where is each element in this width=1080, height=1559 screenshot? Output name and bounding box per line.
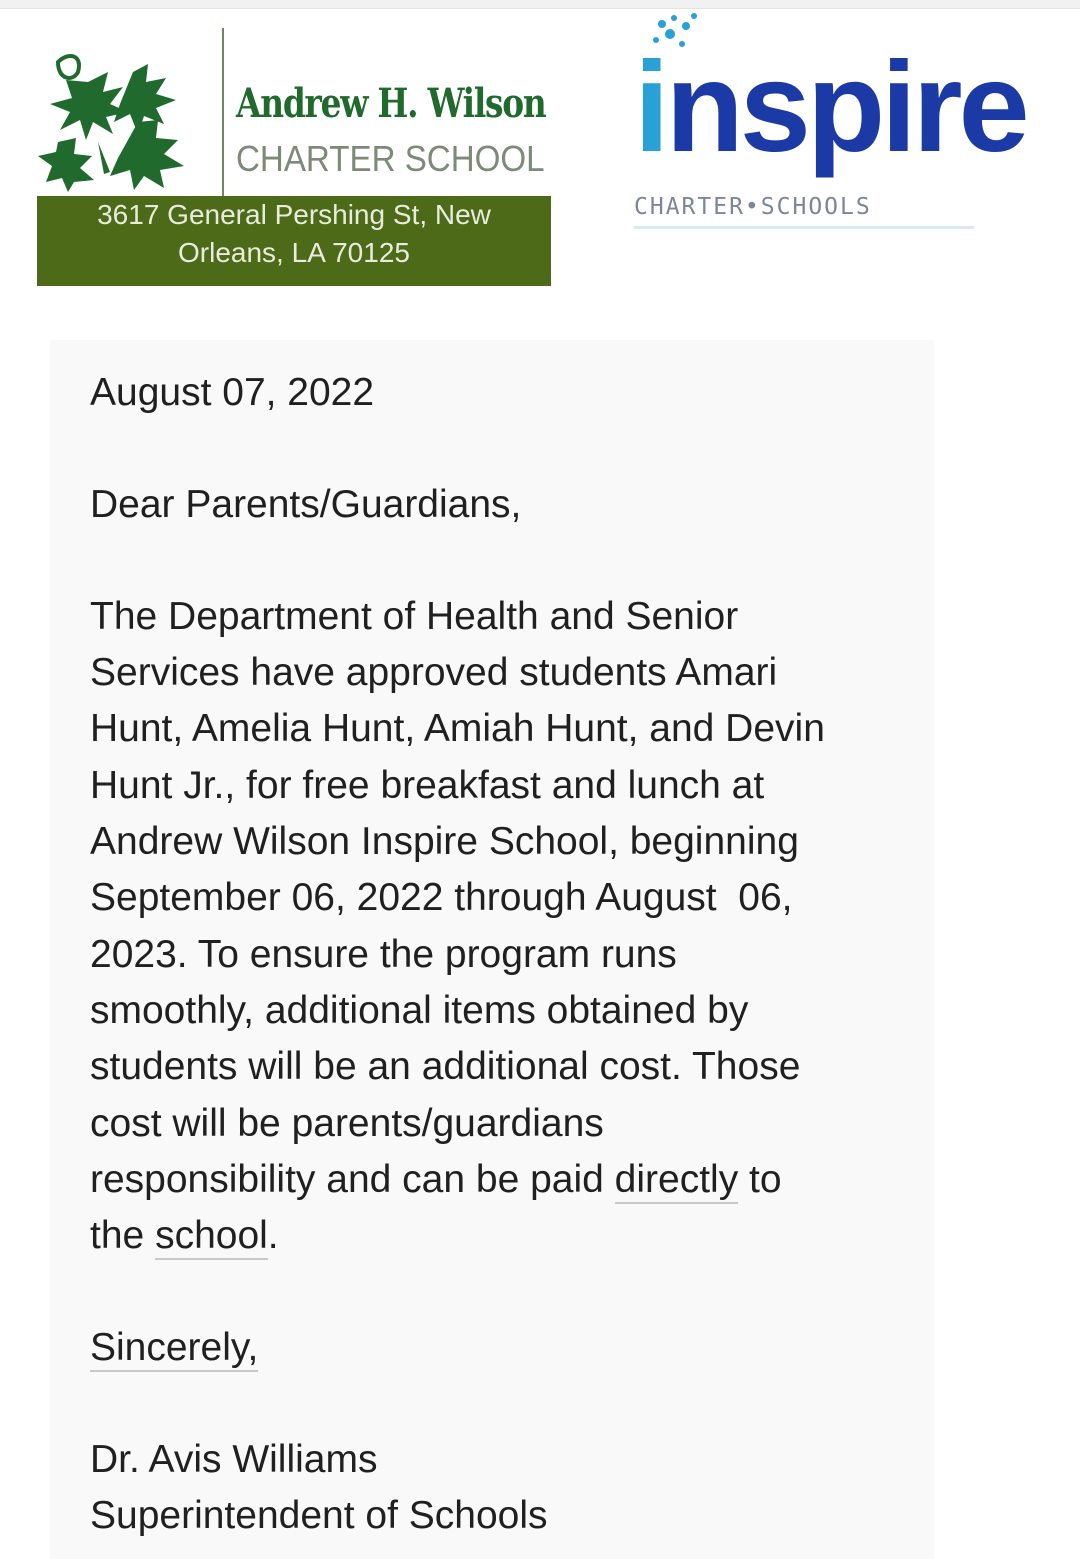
inspire-initial: i <box>634 36 666 179</box>
body-line <box>90 1152 782 1208</box>
body-line: Hunt Jr., for free breakfast and lunch at <box>90 764 765 807</box>
body-line: The Department of Health and Senior <box>90 595 739 638</box>
inspire-logo <box>634 10 1026 225</box>
sincerely-link[interactable]: Sincerely, <box>90 1326 258 1372</box>
address-line-2: Orleans, LA 70125 <box>178 237 410 268</box>
body-line: 2023. To ensure the program runs <box>90 933 677 976</box>
letter-closing <box>90 1320 258 1376</box>
inspire-wordmark <box>634 38 1026 178</box>
inspire-rest: nspire <box>665 36 1026 179</box>
body-line: smoothly, additional items obtained by <box>90 989 749 1032</box>
letter-date: August 07, 2022 <box>90 371 375 414</box>
school-subtitle: CHARTER SCHOOL <box>236 138 545 179</box>
signer-title: Superintendent of Schools <box>90 1494 548 1537</box>
letter-panel <box>50 340 934 1559</box>
top-divider <box>0 0 1080 9</box>
letter-greeting: Dear Parents/Guardians, <box>90 483 522 526</box>
school-address <box>37 196 551 286</box>
school-name: Andrew H. Wilson <box>236 80 546 127</box>
signer-name: Dr. Avis Williams <box>90 1438 378 1481</box>
inspire-subtitle: CHARTER•SCHOOLS <box>634 194 974 229</box>
body-line: students will be an additional cost. Those <box>90 1045 801 1088</box>
body-line: Hunt, Amelia Hunt, Amiah Hunt, and Devin <box>90 707 825 750</box>
body-text: responsibility and can be paid <box>90 1158 615 1201</box>
school-link[interactable]: school <box>155 1214 268 1260</box>
body-line: September 06, 2022 through August 06, <box>90 876 793 919</box>
body-line: Andrew Wilson Inspire School, beginning <box>90 820 799 863</box>
body-text: the <box>90 1214 156 1257</box>
oak-leaf-icon <box>38 42 208 192</box>
body-text: . <box>267 1214 279 1257</box>
logo-divider <box>222 28 224 198</box>
wilson-logo <box>38 24 568 199</box>
body-line: Services have approved students Amari <box>90 651 778 694</box>
body-text: to <box>738 1158 782 1201</box>
address-line-1: 3617 General Pershing St, New <box>97 199 491 230</box>
body-line: cost will be parents/guardians <box>90 1102 604 1145</box>
directly-link[interactable]: directly <box>615 1158 739 1204</box>
body-line <box>90 1208 279 1264</box>
